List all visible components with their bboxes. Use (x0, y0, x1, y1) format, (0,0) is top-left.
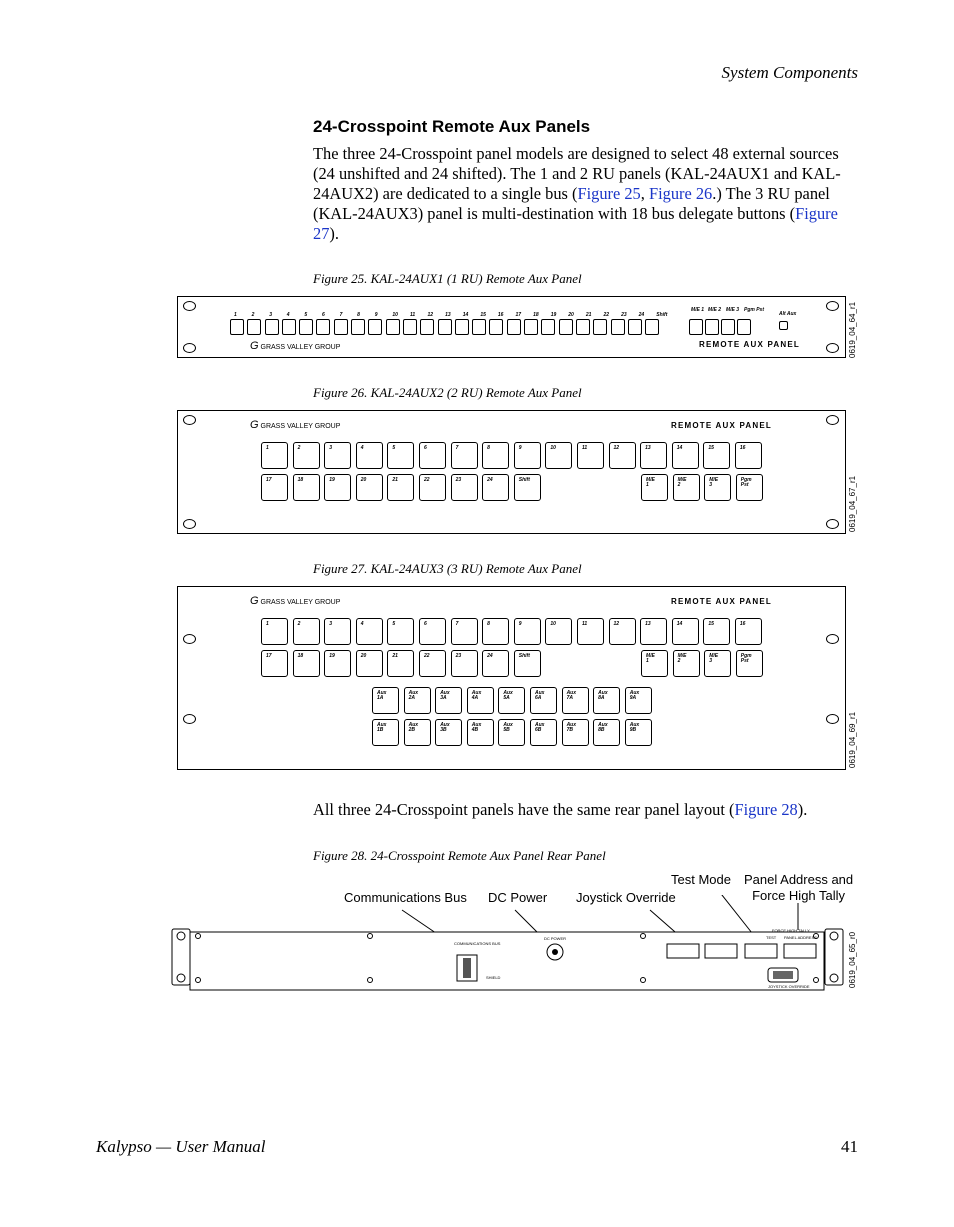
mount-hole (183, 519, 196, 529)
source-button[interactable]: Shift (514, 650, 541, 677)
panel1-source-button[interactable] (265, 319, 279, 335)
panel1-source-button[interactable] (403, 319, 417, 335)
intro-paragraph (313, 144, 861, 244)
panel1-button-label: 11 (409, 312, 416, 318)
aux-delegate-button[interactable]: Aux 9B (625, 719, 652, 746)
dc-power-text: DC POWER (544, 936, 566, 941)
source-button[interactable]: 13 (640, 618, 667, 645)
running-header: System Components (721, 63, 858, 82)
panel1-source-button[interactable] (455, 319, 469, 335)
panel1-pgm-label: Pgm Pst (744, 307, 765, 313)
source-button[interactable]: 22 (419, 650, 446, 677)
remote-aux-panel-label: REMOTE AUX PANEL (671, 421, 772, 430)
aux-delegate-button[interactable]: Aux 7B (562, 719, 589, 746)
source-button[interactable]: 2 (293, 442, 320, 469)
mount-hole (183, 714, 196, 724)
panel1-button-label: 18 (533, 312, 539, 318)
panel1-me-button[interactable] (737, 319, 751, 335)
intro-sep: , (640, 184, 649, 203)
rear-panel-diagram (170, 895, 860, 995)
logo-text: GRASS VALLEY GROUP (260, 599, 341, 606)
source-button[interactable]: 19 (324, 474, 351, 501)
footer-manual-title: Kalypso — User Manual (96, 1137, 266, 1156)
panel1-source-button[interactable] (524, 319, 538, 335)
panel1-me-button[interactable] (705, 319, 719, 335)
aux-delegate-button[interactable]: Aux 5A (498, 687, 525, 714)
leader-line (718, 895, 752, 933)
comm-bus-terminals (463, 958, 471, 978)
panel-2ru (177, 410, 846, 534)
joystick-pins (773, 971, 793, 979)
source-button[interactable]: 5 (387, 442, 414, 469)
comm-bus-text: COMMUNICATIONS BUS (454, 941, 501, 946)
panel1-button-label: 5 (304, 312, 308, 318)
source-button[interactable]: 6 (419, 618, 446, 645)
source-button[interactable]: 8 (482, 618, 509, 645)
panel1-me3-label: M/E 3 (726, 307, 740, 313)
source-button[interactable]: 3 (324, 442, 351, 469)
remote-aux-panel-label: REMOTE AUX PANEL (699, 340, 800, 349)
aux-delegate-button[interactable]: Aux 3B (435, 719, 462, 746)
shield-text: SHIELD (486, 975, 501, 980)
aux-delegate-button[interactable]: Aux 6B (530, 719, 557, 746)
mount-hole (826, 519, 839, 529)
source-button[interactable]: 18 (293, 650, 320, 677)
rear-intro-end: ). (797, 800, 808, 819)
aux-delegate-button[interactable]: Aux 8A (593, 687, 620, 714)
logo-text: GRASS VALLEY GROUP (260, 344, 341, 351)
source-button[interactable]: 4 (356, 442, 383, 469)
panel1-source-button[interactable] (489, 319, 503, 335)
source-button[interactable]: 3 (324, 618, 351, 645)
panel-3ru (177, 586, 846, 770)
grass-valley-logo: G GRASS VALLEY GROUP (250, 419, 341, 431)
panel1-button-label: 1 (234, 312, 237, 318)
panel1-source-button[interactable] (438, 319, 452, 335)
aux-delegate-row-b (372, 719, 652, 746)
me-button[interactable]: M/E 2 (673, 474, 700, 501)
source-button[interactable]: 7 (451, 618, 478, 645)
source-button[interactable]: 9 (514, 442, 541, 469)
source-button[interactable]: 24 (482, 474, 509, 501)
me-buttons (641, 474, 763, 501)
panel1-button-label: Shift (656, 312, 668, 318)
source-button[interactable]: 8 (482, 442, 509, 469)
panel1-button-label: 20 (568, 312, 574, 318)
aux-delegate-button[interactable]: Aux 7A (562, 687, 589, 714)
source-button[interactable]: 7 (451, 442, 478, 469)
mount-hole (826, 343, 839, 353)
me-button[interactable]: Pgm Pst (736, 474, 763, 501)
figure-27-tag: 0619_04_69_r1 (848, 711, 857, 768)
panel1-source-button[interactable] (230, 319, 244, 335)
panel1-button-label: 7 (339, 312, 343, 318)
mount-hole (826, 714, 839, 724)
source-button[interactable]: 10 (545, 618, 572, 645)
source-button[interactable]: 18 (293, 474, 320, 501)
rack-ear-right (825, 929, 843, 985)
source-button[interactable]: 21 (387, 474, 414, 501)
mount-hole (183, 634, 196, 644)
panel1-source-button[interactable] (334, 319, 348, 335)
source-button[interactable]: 14 (672, 442, 699, 469)
grass-valley-logo: G GRASS VALLEY GROUP (250, 595, 341, 607)
panel1-source-button[interactable] (299, 319, 313, 335)
panel1-button-label: 14 (462, 312, 469, 318)
panel1-button-label: 22 (603, 312, 610, 318)
panel1-button-label: 9 (374, 312, 378, 318)
source-button[interactable]: 23 (451, 474, 478, 501)
panel1-button-label: 24 (638, 312, 645, 318)
source-button[interactable]: 11 (577, 442, 604, 469)
grass-valley-logo: G GRASS VALLEY GROUP (250, 340, 341, 352)
mount-hole (183, 343, 196, 353)
panel-1ru (177, 296, 846, 358)
panel1-button-label: 15 (480, 312, 486, 318)
source-row-unshifted (261, 442, 762, 469)
source-button[interactable]: 12 (609, 442, 636, 469)
panel1-source-button[interactable] (507, 319, 521, 335)
source-button[interactable]: 10 (545, 442, 572, 469)
aux-delegate-button[interactable]: Aux 3A (435, 687, 462, 714)
panel1-source-button[interactable] (420, 319, 434, 335)
source-button[interactable]: 23 (451, 650, 478, 677)
source-button[interactable]: 9 (514, 618, 541, 645)
panel1-source-button[interactable] (368, 319, 382, 335)
figure-28-caption: Figure 28. 24-Crosspoint Remote Aux Panel Rear Panel (313, 848, 606, 863)
source-button[interactable]: 6 (419, 442, 446, 469)
source-button[interactable]: 21 (387, 650, 414, 677)
source-button[interactable]: 2 (293, 618, 320, 645)
mount-hole (826, 634, 839, 644)
panel-address-text: PANEL ADDRESS (784, 935, 817, 940)
remote-aux-panel-label: REMOTE AUX PANEL (671, 597, 772, 606)
panel1-source-button[interactable] (247, 319, 261, 335)
test-text: TEST (766, 935, 777, 940)
me-button[interactable]: M/E 2 (673, 650, 700, 677)
mount-hole (183, 301, 196, 311)
dc-power-pin (552, 949, 558, 955)
rear-intro-paragraph (313, 800, 807, 820)
source-button[interactable]: 1 (261, 618, 288, 645)
source-button[interactable]: 16 (735, 618, 762, 645)
source-button[interactable]: 22 (419, 474, 446, 501)
panel1-button-label: 21 (585, 312, 592, 318)
panel1-source-button[interactable] (351, 319, 365, 335)
panel1-button-label: 17 (515, 312, 522, 318)
panel1-source-button[interactable] (628, 319, 642, 335)
panel1-button-label: 6 (321, 312, 325, 318)
panel1-alt-aux-label: Alt Aux (779, 311, 797, 317)
source-button[interactable]: 17 (261, 650, 288, 677)
panel1-button-label: 19 (550, 312, 557, 318)
panel1-button-label: 3 (269, 312, 272, 318)
panel1-button-label: 12 (427, 312, 434, 318)
logo-text: GRASS VALLEY GROUP (260, 423, 341, 430)
source-button[interactable]: 12 (609, 618, 636, 645)
aux-delegate-button[interactable]: Aux 9A (625, 687, 652, 714)
aux-delegate-button[interactable]: Aux 8B (593, 719, 620, 746)
callout-dc-power: DC Power (488, 890, 548, 905)
panel1-button-label: 23 (621, 312, 627, 318)
me-button[interactable]: M/E 3 (704, 474, 731, 501)
panel1-me1-label: M/E 1 (691, 307, 705, 313)
panel1-button-label: 2 (251, 312, 255, 318)
panel1-source-button[interactable] (282, 319, 296, 335)
source-button[interactable]: 19 (324, 650, 351, 677)
link-figure-25[interactable]: Figure 25 (577, 184, 641, 203)
aux-delegate-button[interactable]: Aux 4B (467, 719, 494, 746)
source-button[interactable]: 15 (703, 442, 730, 469)
me-button[interactable]: M/E 1 (641, 474, 668, 501)
panel1-me-buttons (689, 319, 751, 335)
mount-hole (183, 415, 196, 425)
mount-hole (826, 301, 839, 311)
intro-text-3: ). (329, 224, 339, 243)
figure-28-tag: 0619_04_65_r0 (848, 931, 857, 988)
panel1-source-button[interactable] (472, 319, 486, 335)
panel1-button-row (230, 319, 659, 335)
intro-text-2: .) The 3 RU panel (KAL-24AUX3) panel is multi-destination with 18 bus delegate buttons ( (313, 184, 830, 223)
panel1-source-button[interactable] (316, 319, 330, 335)
panel1-button-label: 16 (497, 312, 504, 318)
panel1-source-button[interactable] (611, 319, 625, 335)
me-button[interactable]: M/E 1 (641, 650, 668, 677)
panel1-button-label: 13 (445, 312, 451, 318)
source-button[interactable]: 20 (356, 650, 383, 677)
source-button[interactable]: 13 (640, 442, 667, 469)
source-button[interactable]: 16 (735, 442, 762, 469)
source-button[interactable]: 24 (482, 650, 509, 677)
callout-test-mode: Test Mode (671, 872, 731, 887)
leader-line (515, 910, 540, 935)
mount-hole (826, 415, 839, 425)
source-button[interactable]: 4 (356, 618, 383, 645)
source-button[interactable]: 17 (261, 474, 288, 501)
source-button[interactable]: 14 (672, 618, 699, 645)
callout-communications-bus: Communications Bus (344, 890, 467, 905)
figure-25-caption: Figure 25. KAL-24AUX1 (1 RU) Remote Aux Panel (313, 271, 582, 286)
panel1-alt-aux-button[interactable] (779, 321, 788, 330)
panel1-source-button[interactable] (645, 319, 659, 335)
source-button[interactable]: 5 (387, 618, 414, 645)
source-button[interactable]: 15 (703, 618, 730, 645)
aux-delegate-button[interactable]: Aux 2B (404, 719, 431, 746)
aux-delegate-button[interactable]: Aux 1A (372, 687, 399, 714)
source-button[interactable]: 11 (577, 618, 604, 645)
panel1-button-label: 10 (392, 312, 398, 318)
panel1-source-button[interactable] (541, 319, 555, 335)
aux-delegate-button[interactable]: Aux 4A (467, 687, 494, 714)
figure-26-tag: 0619_04_67_r1 (848, 475, 857, 532)
link-figure-26[interactable]: Figure 26 (648, 184, 713, 203)
figure-27-caption: Figure 27. KAL-24AUX3 (3 RU) Remote Aux Panel (313, 561, 582, 576)
panel1-source-button[interactable] (576, 319, 590, 335)
source-button[interactable]: Shift (514, 474, 541, 501)
rear-intro-text: All three 24-Crosspoint panels have the same rear panel layout ( (313, 800, 735, 819)
section-title: 24-Crosspoint Remote Aux Panels (313, 117, 591, 136)
me-button[interactable]: M/E 3 (704, 650, 731, 677)
source-button[interactable]: 20 (356, 474, 383, 501)
intro-text-1: The three 24-Crosspoint panel models are designed to select 48 external sources (24 unshifted and 24 shifted). The 1 and 2 RU panels (KAL-24AUX1 and KAL-24AUX2) are dedicated to a single bus ( (313, 144, 841, 203)
rear-chassis (190, 932, 824, 990)
force-high-tally-text: FORCE HIGH TALLY (772, 928, 810, 933)
me-button[interactable]: Pgm Pst (736, 650, 763, 677)
callout-panel-address: Panel Address and Force High Tally (744, 872, 854, 903)
source-row-unshifted (261, 618, 762, 645)
aux-delegate-row-a (372, 687, 652, 714)
panel1-button-label: 8 (357, 312, 360, 318)
panel1-source-button[interactable] (559, 319, 573, 335)
link-figure-27[interactable]: Figure 27 (313, 204, 838, 243)
aux-delegate-button[interactable]: Aux 5B (498, 719, 525, 746)
panel1-button-label: 4 (286, 312, 290, 318)
source-button[interactable]: 1 (261, 442, 288, 469)
aux-delegate-button[interactable]: Aux 6A (530, 687, 557, 714)
rack-ear-left (172, 929, 190, 985)
joystick-override-text: JOYSTICK OVERRIDE (768, 984, 810, 989)
aux-delegate-button[interactable]: Aux 2A (404, 687, 431, 714)
panel1-source-button[interactable] (386, 319, 400, 335)
panel1-me-button[interactable] (721, 319, 735, 335)
figure-26-caption: Figure 26. KAL-24AUX2 (2 RU) Remote Aux Panel (313, 385, 582, 400)
callout-joystick-override: Joystick Override (576, 890, 676, 905)
source-row-shifted (261, 474, 541, 501)
aux-delegate-button[interactable]: Aux 1B (372, 719, 399, 746)
panel1-source-button[interactable] (593, 319, 607, 335)
footer-page-number: 41 (841, 1137, 858, 1156)
panel1-me-button[interactable] (689, 319, 703, 335)
source-row-shifted (261, 650, 541, 677)
panel1-button-labels (234, 312, 674, 318)
figure-25-tag: 0619_04_64_r1 (848, 301, 857, 358)
panel1-me2-label: M/E 2 (708, 307, 722, 313)
me-buttons (641, 650, 763, 677)
link-figure-28[interactable]: Figure 28 (734, 800, 798, 819)
